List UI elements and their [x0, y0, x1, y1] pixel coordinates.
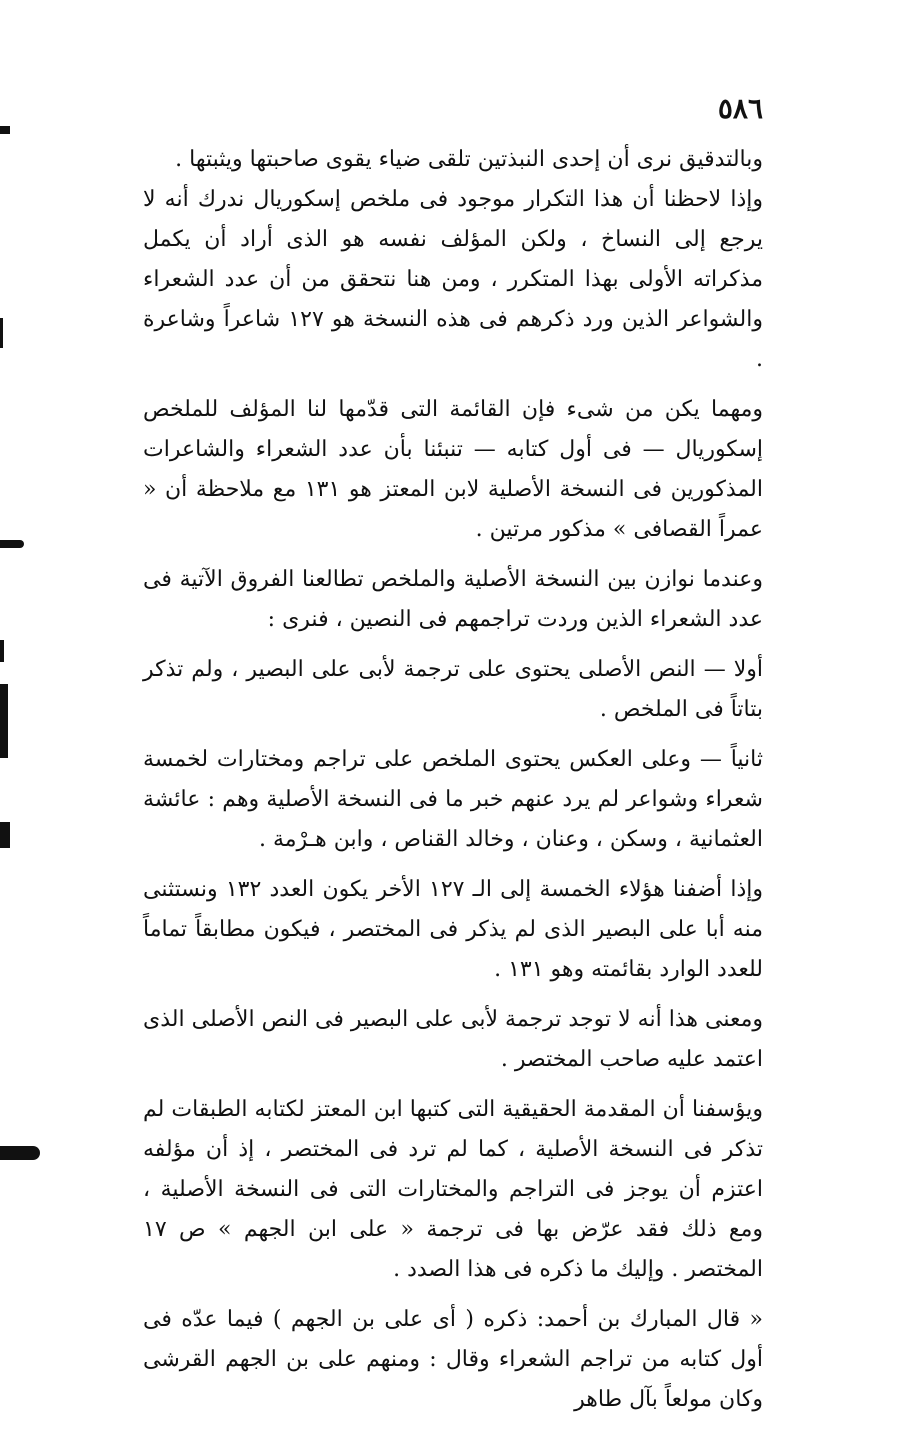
page-body: [143, 140, 763, 1430]
scan-edge-mark: [0, 822, 10, 848]
paragraph: وإذا أضفنا هؤلاء الخمسة إلى الـ ١٢٧ الأخر يكون العدد ١٣٢ ونستثنى منه أبا على البصير الذى لم يذكر فى المختصر ، فيكون مطابقاً تماماً للعدد الوارد بقائمته وهو ١٣١ .: [143, 877, 763, 982]
paragraph: وعندما نوازن بين النسخة الأصلية والملخص تطالعنا الفروق الآتية فى عدد الشعراء الذين وردت تراجمهم فى النصين ، فنرى :: [143, 567, 763, 632]
paragraph: « قال المبارك بن أحمد: ذكره ( أى على بن الجهم ) فيما عدّه فى أول كتابه من تراجم الشعراء وقال : ومنهم على بن الجهم القرشى وكان مولعاً بآل طاهر: [143, 1307, 763, 1412]
scan-edge-mark: [0, 640, 4, 662]
scan-edge-mark: [0, 126, 10, 134]
scan-edge-mark: [0, 1146, 40, 1160]
paragraph: وبالتدقيق نرى أن إحدى النبذتين تلقى ضياء يقوى صاحبتها ويثبتها .: [175, 147, 763, 172]
scan-edge-mark: [0, 540, 24, 548]
paragraph: أولا — النص الأصلى يحتوى على ترجمة لأبى على البصير ، ولم تذكر بتاتاً فى الملخص .: [143, 657, 763, 722]
scan-edge-mark: [0, 684, 8, 758]
paragraph: ثانياً — وعلى العكس يحتوى الملخص على تراجم ومختارات لخمسة شعراء وشواعر لم يرد عنهم خبر ما فى النسخة الأصلية وهم : عائشة العثمانية ، وسكن ، وعنان ، وخالد القناص ، وابن هـرْمة .: [143, 747, 763, 852]
paragraph: ومعنى هذا أنه لا توجد ترجمة لأبى على البصير فى النص الأصلى الذى اعتمد عليه صاحب المختصر .: [143, 1007, 763, 1072]
paragraph: وإذا لاحظنا أن هذا التكرار موجود فى ملخص إسكوريال ندرك أنه لا يرجع إلى النساخ ، ولكن المؤلف نفسه هو الذى أراد أن يكمل مذكراته الأولى بهذا المتكرر ، ومن هنا نتحقق من أن عدد الشعراء والشواعر الذين ورد ذكرهم فى هذه النسخة هو ١٢٧ شاعراً وشاعرة .: [143, 187, 763, 372]
paragraph: ومهما يكن من شىء فإن القائمة التى قدّمها لنا المؤلف للملخص إسكوريال — فى أول كتابه — تنبئنا بأن عدد الشعراء والشاعرات المذكورين فى النسخة الأصلية لابن المعتز هو ١٣١ مع ملاحظة أن « عمراً القصافى » مذكور مرتين .: [143, 397, 764, 542]
scan-edge-mark: [0, 318, 3, 348]
page-number: ٥٨٦: [717, 92, 763, 125]
paragraph: ويؤسفنا أن المقدمة الحقيقية التى كتبها ابن المعتز لكتابه الطبقات لم تذكر فى النسخة الأصلية ، كما لم ترد فى المختصر ، إذ أن مؤلفه اعتزم أن يوجز فى التراجم والمختارات التى فى النسخة الأصلية ، ومع ذلك فقد عرّض بها فى ترجمة « على ابن الجهم » ص ١٧ المختصر . وإليك ما ذكره فى هذا الصدد .: [143, 1097, 763, 1282]
